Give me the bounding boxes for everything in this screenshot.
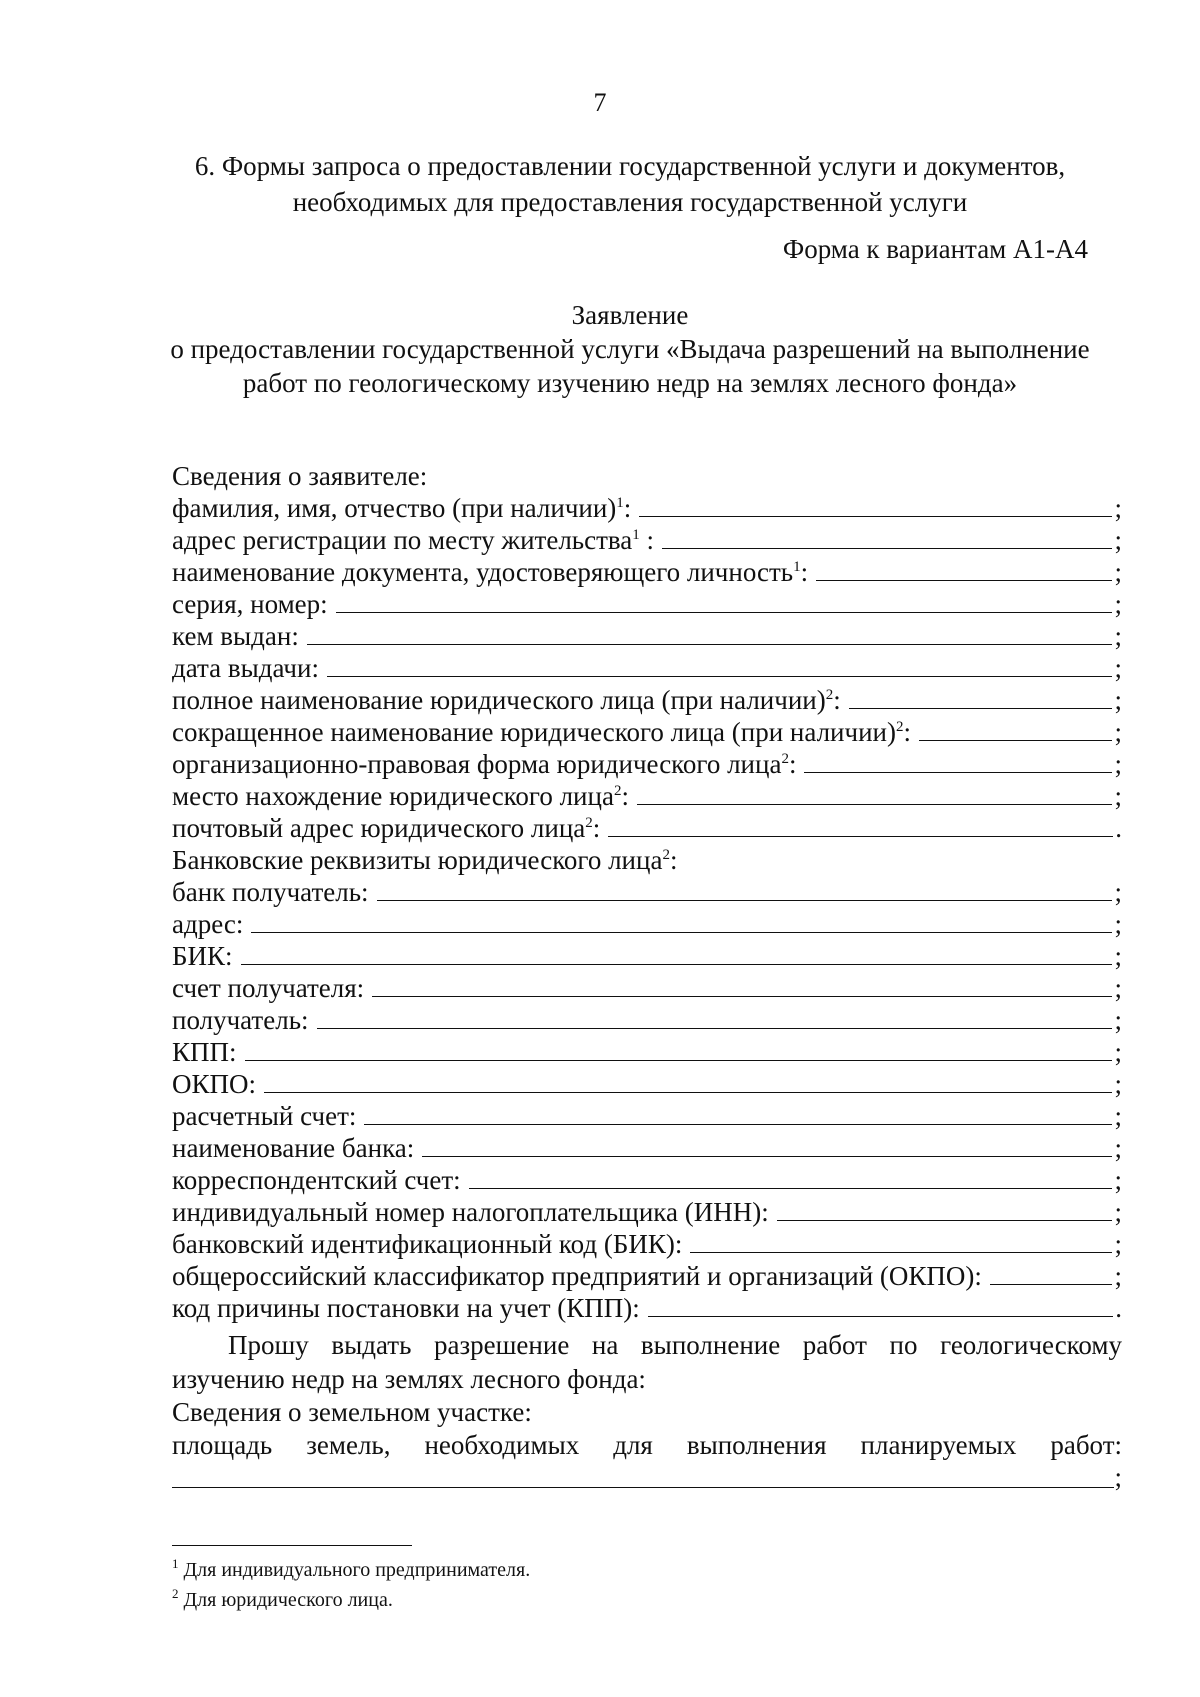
- bank-field-label: КПП:: [172, 1037, 237, 1067]
- bank-field-row: [172, 1260, 1122, 1292]
- bank-field-end-mark: ;: [1114, 909, 1122, 939]
- applicant-field-input-line[interactable]: [637, 782, 1113, 805]
- bank-field-end-mark: ;: [1114, 1261, 1122, 1291]
- bank-field-row: [172, 1164, 1122, 1196]
- applicant-field-input-line[interactable]: [336, 590, 1113, 613]
- applicant-field-end-mark: ;: [1114, 685, 1122, 715]
- applicant-field-label: серия, номер:: [172, 589, 328, 619]
- bank-field-row: [172, 1036, 1122, 1068]
- bank-heading: Банковские реквизиты юридического лица$^2$:: [172, 845, 678, 875]
- applicant-field-input-line[interactable]: [849, 686, 1113, 709]
- bank-field-row: [172, 1228, 1122, 1260]
- bank-field-label: общероссийский классификатор предприятий и организаций (ОКПО):: [172, 1261, 982, 1291]
- applicant-field-label: сокращенное наименование юридического лица (при наличии)$^2$:: [172, 717, 911, 747]
- bank-field-label: корреспондентский счет:: [172, 1165, 461, 1195]
- footnotes: [172, 1555, 530, 1615]
- applicant-field-row: [172, 748, 1122, 780]
- land-heading: Сведения о земельном участке:: [172, 1397, 532, 1427]
- bank-field-input-line[interactable]: [241, 942, 1113, 965]
- land-area-row: [172, 1462, 1122, 1496]
- bank-field-input-line[interactable]: [690, 1230, 1112, 1253]
- bank-field-input-line[interactable]: [251, 910, 1112, 933]
- section-title: 6. Формы запроса о предоставлении государственной услуги и документов, необходимых для предоставления государственной услуги: [194, 151, 1066, 217]
- applicant-field-row: [172, 684, 1122, 716]
- document-subtitle: о предоставлении государственной услуги «Выдача разрешений на выполнение работ по геологическому изучению недр на землях лесного фонда»: [170, 334, 1090, 398]
- bank-field-label: расчетный счет:: [172, 1101, 357, 1131]
- bank-field-row: [172, 876, 1122, 908]
- bank-field-row: [172, 908, 1122, 940]
- bank-field-label: банк получатель:: [172, 877, 369, 907]
- applicant-heading: Сведения о заявителе:: [172, 461, 428, 491]
- applicant-field-label: дата выдачи:: [172, 653, 319, 683]
- applicant-field-row: [172, 556, 1122, 588]
- applicant-field-row: [172, 652, 1122, 684]
- bank-field-input-line[interactable]: [469, 1166, 1113, 1189]
- bank-field-input-line[interactable]: [372, 974, 1112, 997]
- bank-field-label: ОКПО:: [172, 1069, 257, 1099]
- bank-field-row: [172, 1132, 1122, 1164]
- applicant-field-label: кем выдан:: [172, 621, 299, 651]
- footnote-ref: 1: [616, 495, 624, 511]
- bank-field-end-mark: ;: [1114, 877, 1122, 907]
- applicant-field-end-mark: ;: [1114, 653, 1122, 683]
- applicant-field-input-line[interactable]: [804, 750, 1112, 773]
- bank-field-end-mark: ;: [1114, 1069, 1122, 1099]
- bank-field-label: код причины постановки на учет (КПП):: [172, 1293, 640, 1323]
- applicant-field-row: [172, 588, 1122, 620]
- applicant-field-label: полное наименование юридического лица (при наличии)$^2$:: [172, 685, 841, 715]
- footnote-ref: 2: [781, 751, 789, 767]
- bank-field-end-mark: ;: [1114, 941, 1122, 971]
- applicant-field-label: место нахождение юридического лица$^2$:: [172, 781, 629, 811]
- applicant-field-row: [172, 492, 1122, 524]
- bank-field-input-line[interactable]: [422, 1134, 1112, 1157]
- applicant-field-input-line[interactable]: [919, 718, 1113, 741]
- bank-field-label: наименование банка:: [172, 1133, 415, 1163]
- applicant-field-input-line[interactable]: [816, 558, 1112, 581]
- document-title-block: [150, 298, 1110, 400]
- bank-field-end-mark: ;: [1114, 1133, 1122, 1163]
- bank-field-row: [172, 1292, 1122, 1324]
- request-text: Прошу выдать разрешение на выполнение работ по геологическому изучению недр на землях лесного фонда:: [172, 1330, 1122, 1394]
- bank-field-row: [172, 940, 1122, 972]
- bank-field-row: [172, 1068, 1122, 1100]
- applicant-field-end-mark: ;: [1114, 749, 1122, 779]
- bank-field-row: [172, 972, 1122, 1004]
- applicant-field-row: [172, 780, 1122, 812]
- applicant-field-label: адрес регистрации по месту жительства$^1$ :: [172, 525, 655, 555]
- bank-field-row: [172, 1100, 1122, 1132]
- bank-field-input-line[interactable]: [364, 1102, 1112, 1125]
- footnote-ref: 1: [793, 559, 801, 575]
- bank-field-end-mark: ;: [1114, 1197, 1122, 1227]
- bank-field-label: банковский идентификационный код (БИК):: [172, 1229, 683, 1259]
- bank-field-end-mark: ;: [1114, 973, 1122, 1003]
- bank-field-end-mark: ;: [1114, 1229, 1122, 1259]
- footnote-2: $^2$ Для юридического лица.: [172, 1586, 393, 1611]
- applicant-field-end-mark: .: [1115, 813, 1122, 843]
- footnote-ref: 1: [632, 527, 640, 543]
- footnote-ref: 2: [613, 783, 622, 799]
- bank-field-label: адрес:: [172, 909, 244, 939]
- footnote-ref: 2: [585, 815, 593, 831]
- land-area-label: площадь земель, необходимых для выполнения планируемых работ:: [172, 1430, 1122, 1460]
- page-number: 7: [593, 88, 607, 117]
- application-form: [172, 460, 1122, 1496]
- footnote-ref: 2: [895, 719, 904, 735]
- bank-field-input-line[interactable]: [264, 1070, 1112, 1093]
- applicant-field-input-line[interactable]: [639, 494, 1112, 517]
- applicant-field-end-mark: ;: [1114, 525, 1122, 555]
- applicant-field-end-mark: ;: [1114, 781, 1122, 811]
- footnote-divider: [172, 1545, 412, 1546]
- bank-field-input-line[interactable]: [245, 1038, 1113, 1061]
- bank-field-input-line[interactable]: [777, 1198, 1113, 1221]
- applicant-field-end-mark: ;: [1114, 493, 1122, 523]
- applicant-field-end-mark: ;: [1114, 589, 1122, 619]
- applicant-field-row: [172, 524, 1122, 556]
- bank-field-label: получатель:: [172, 1005, 309, 1035]
- bank-field-label: индивидуальный номер налогоплательщика (ИНН):: [172, 1197, 769, 1227]
- bank-field-end-mark: ;: [1114, 1005, 1122, 1035]
- applicant-field-end-mark: ;: [1114, 557, 1122, 587]
- applicant-field-input-line[interactable]: [307, 622, 1113, 645]
- applicant-field-label: организационно-правовая форма юридического лица$^2$:: [172, 749, 797, 779]
- applicant-field-row: [172, 620, 1122, 652]
- bank-field-end-mark: ;: [1114, 1165, 1122, 1195]
- bank-fields: [172, 876, 1122, 1324]
- land-area-field[interactable]: [172, 1462, 1114, 1488]
- bank-field-end-mark: .: [1115, 1293, 1122, 1323]
- form-variant-note: Форма к вариантам А1-А4: [782, 234, 1088, 264]
- applicant-field-row: [172, 716, 1122, 748]
- bank-field-input-line[interactable]: [377, 878, 1113, 901]
- bank-field-input-line[interactable]: [317, 1006, 1113, 1029]
- bank-field-input-line[interactable]: [990, 1262, 1113, 1285]
- applicant-field-input-line[interactable]: [327, 654, 1113, 677]
- bank-heading-label: Банковские реквизиты юридического лица: [172, 845, 663, 875]
- bank-field-label: счет получателя:: [172, 973, 365, 1003]
- bank-heading-footnote-ref: 2: [662, 847, 670, 863]
- bank-field-row: [172, 1196, 1122, 1228]
- footnote-1: $^1$ Для индивидуального предпринимателя.: [172, 1556, 531, 1581]
- applicant-field-label: почтовый адрес юридического лица$^2$:: [172, 813, 601, 843]
- applicant-field-label: наименование документа, удостоверяющего личность$^1$:: [172, 557, 809, 587]
- bank-field-label: БИК:: [172, 941, 233, 971]
- applicant-fields: [172, 492, 1122, 844]
- applicant-field-end-mark: ;: [1114, 717, 1122, 747]
- land-area-end: ;: [1114, 1462, 1122, 1492]
- bank-field-end-mark: ;: [1114, 1037, 1122, 1067]
- applicant-field-end-mark: ;: [1114, 621, 1122, 651]
- document-title: Заявление: [571, 300, 689, 330]
- bank-field-row: [172, 1004, 1122, 1036]
- applicant-field-input-line[interactable]: [662, 526, 1112, 549]
- bank-field-input-line[interactable]: [648, 1294, 1114, 1317]
- footnote-ref: 2: [825, 687, 834, 703]
- applicant-field-input-line[interactable]: [608, 814, 1113, 837]
- applicant-field-label: фамилия, имя, отчество (при наличии)$^1$:: [172, 493, 632, 523]
- applicant-field-row: [172, 812, 1122, 844]
- bank-field-end-mark: ;: [1114, 1101, 1122, 1131]
